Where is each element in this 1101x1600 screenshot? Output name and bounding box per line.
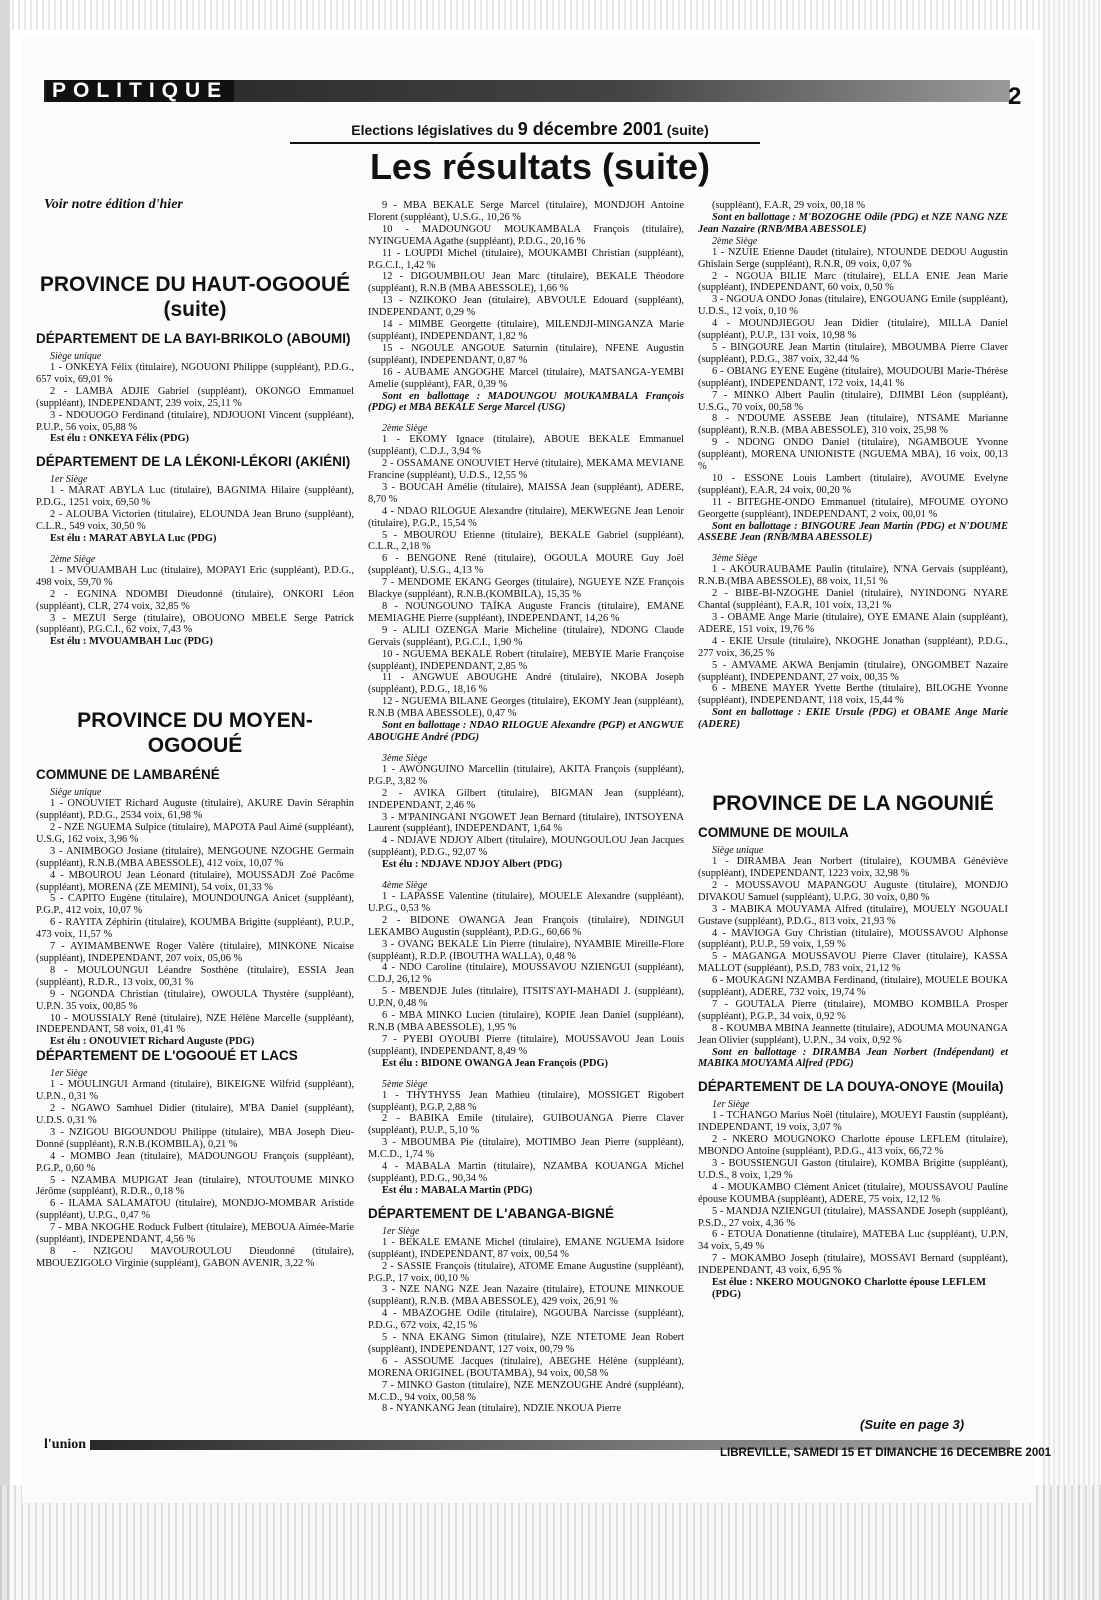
- candidate-entry: 7 - MENDOME EKANG Georges (titulaire), NGUEYE NZE François Blackye (suppléant), R.N.B.(KOMBILA), 15,35 %: [368, 577, 684, 601]
- candidate-entry: 5 - MBOUROU Etienne (titulaire), BEKALE Gabriel (suppléant), C.L.R., 2,18 %: [368, 529, 684, 553]
- seat-label: 1er Siège: [50, 1068, 88, 1080]
- candidate-entry: 3 - OVANG BEKALE Lin Pierre (titulaire), NYAMBIE Mireille-Flore (suppléant), R.D.P. (IBOUTHA WALLA), 0,48 %: [368, 938, 684, 962]
- candidate-entry: 10 - NGUEMA BEKALE Robert (titulaire), MEBYIE Marie Françoise (suppléant), INDEPENDANT, 2,85 %: [368, 648, 684, 672]
- candidate-entry: 4 - MBAZOGHE Odile (titulaire), NGOUBA Narcisse (suppléant), P.D.G., 672 voix, 42,15 %: [368, 1308, 684, 1332]
- seat-label: 4ème Siège: [382, 880, 428, 892]
- candidate-entry: 3 - BOUCAH Amélie (titulaire), MAISSA Jean (suppléant), ADERE, 8,70 %: [368, 481, 684, 505]
- candidate-entry: 7 - MBA NKOGHE Roduck Fulbert (titulaire), MEBOUA Aimée-Marie (suppléant), INDEPENDANT, 4,56 %: [36, 1222, 354, 1246]
- candidate-entry: 5 - MBENDJE Jules (titulaire), ITSITS'AYI-MAHADI J. (suppléant), U.P.N, 0,48 %: [368, 986, 684, 1010]
- candidate-entry: 1 - BEKALE EMANE Michel (titulaire), EMANE NGUEMA Isidore (suppléant), INDEPENDANT, 87 voix, 00,54 %: [368, 1236, 684, 1260]
- spacer: [698, 544, 1008, 553]
- footer-dateline: LIBREVILLE, SAMEDI 15 ET DIMANCHE 16 DECEMBRE 2001: [720, 1447, 1052, 1459]
- candidate-entry: 3 - NDOUOGO Ferdinand (titulaire), NDJOUONI Vincent (suppléant), P.U.P., 56 voix, 05,88 %: [36, 409, 354, 433]
- seat-label: 5ème Siège: [382, 1078, 428, 1090]
- seat-label: 3ème Siège: [712, 553, 758, 565]
- candidate-entry: 2 - LAMBA ADJIE Gabriel (suppléant), OKONGO Emmanuel (suppléant), INDEPENDANT, 239 voix, 25,11 %: [36, 385, 354, 409]
- candidate-entry: 4 - NDO Caroline (titulaire), MOUSSAVOU NZIENGUI (suppléant), C.D.J, 26,12 %: [368, 962, 684, 986]
- spacer: [698, 816, 1008, 825]
- candidate-entry: 3 - ANIMBOGO Josiane (titulaire), MENGOUNE NZOGHE Germain (suppléant), R.N.B.(MBA ABESSOLE), 412 voix, 10,07 %: [36, 845, 354, 869]
- candidate-entry: 7 - MINKO Albert Paulin (titulaire), DJIMBI Léon (suppléant), U.S.G., 70 voix, 00,58 %: [698, 389, 1008, 413]
- candidate-entry: 14 - MIMBE Georgette (titulaire), MILENDJI-MINGANZA Marie (suppléant), INDEPENDANT, 1,82 %: [368, 319, 684, 342]
- column-right: [698, 200, 1008, 1301]
- candidate-entry: 8 - NOUNGOUNO TAÏKA Auguste Francis (titulaire), EMANE MEMIAGHE Pierre (suppléant), INDEPENDANT, 14,26 %: [368, 601, 684, 624]
- candidate-entry: 6 - ILAMA SALAMATOU (titulaire), MONDJO-MOMBAR Aristide (suppléant), U.P.G., 0,47 %: [36, 1198, 354, 1222]
- candidate-entry: 6 - MBENE MAYER Yvette Berthe (titulaire), BILOGHE Yvonne (suppléant), INDEPENDANT, 118 voix, 15,44 %: [698, 683, 1008, 707]
- spacer: [36, 545, 354, 554]
- candidate-entry: 3 - MBOUMBA Pie (titulaire), MOTIMBO Jean Pierre (suppléant), M.C.D., 1,74 %: [368, 1137, 684, 1161]
- candidate-entry: 9 - MBA BEKALE Serge Marcel (titulaire), MONDJOH Antoine Florent (suppléant), U.S.G., 10,26 %: [368, 200, 684, 223]
- candidate-entry: 7 - AYIMAMBENWE Roger Valère (titulaire), MINKONE Nicaise (suppléant), INDEPENDANT, 207 voix, 05,06 %: [36, 941, 354, 964]
- department-heading: DÉPARTEMENT DE L'OGOOUÉ ET LACS: [36, 1048, 298, 1064]
- elected-line: Est élu : MVOUAMBAH Luc (PDG): [50, 636, 213, 648]
- surtitle-part: (suite): [662, 122, 709, 138]
- candidate-entry: 3 - BOUSSIENGUI Gaston (titulaire), KOMBA Brigitte (suppléant), U.D.S., 8 voix, 1,29 %: [698, 1158, 1008, 1181]
- department-heading: DÉPARTEMENT DE LA DOUYA-ONOYE (Mouila): [698, 1079, 1004, 1095]
- department-heading: COMMUNE DE MOUILA: [698, 825, 849, 841]
- candidate-entry: 1 - LAPASSE Valentine (titulaire), MOUELE Alexandre (suppléant), U.P.G., 0,53 %: [368, 891, 684, 914]
- headline: Les résultats (suite): [369, 146, 711, 187]
- candidate-entry: 1 - AKOURAUBAME Paulin (titulaire), N'NA Gervais (suppléant), R.N.B.(MBA ABESSOLE), 88 voix, 11,51 %: [698, 564, 1008, 588]
- candidate-entry: 2 - SASSIE François (titulaire), ATOME Emane Augustine (suppléant), P.G.P., 17 voix, 00,10 %: [368, 1260, 684, 1284]
- candidate-entry: 2 - NZE NGUEMA Sulpice (titulaire), MAPOTA Paul Aimé (suppléant), U.S.G, 162 voix, 3,96 %: [36, 822, 354, 845]
- seat-label: Siège unique: [712, 845, 764, 857]
- candidate-entry: 6 - ETOUA Donatienne (titulaire), MATEBA Luc (suppléant), U.P.N, 34 voix, 5,49 %: [698, 1229, 1008, 1253]
- runoff-line: Sont en ballottage : MADOUNGOU MOUKAMBALA François (PDG) et MBA BEKALE Serge Marcel (USG): [368, 390, 684, 414]
- candidate-entry: 1 - ONKEYA Félix (titulaire), NGOUONI Philippe (suppléant), P.D.G., 657 voix, 69,01 %: [36, 362, 354, 385]
- candidate-entry: 5 - MAGANGA MOUSSAVOU Pierre Claver (titulaire), KASSA MALLOT (suppléant), P.S.D, 783 voix, 21,12 %: [698, 951, 1008, 975]
- candidate-entry: 9 - ALILI OZENGA Marie Micheline (titulaire), NDONG Claude Gervais (suppléant), P.G.C.I., 1,90 %: [368, 624, 684, 648]
- candidate-entry: 4 - MOUKAMBO Clément Anicet (titulaire), MOUSSAVOU Pauline épouse KOUMBA (suppléant), ADERE, 75 voix, 12,12 %: [698, 1181, 1008, 1205]
- spacer: [36, 322, 354, 331]
- spacer: [36, 445, 354, 454]
- seat-label: 2ème Siège: [712, 235, 758, 247]
- candidate-entry: 8 - NYANKANG Jean (titulaire), NDZIE NKOUA Pierre: [382, 1403, 621, 1415]
- spacer: [368, 1197, 684, 1206]
- seat-label: 3ème Siège: [382, 752, 428, 764]
- candidate-entry: 5 - AMVAME AKWA Benjamin (titulaire), ONGOMBET Nazaire (suppléant), INDEPENDANT, 27 voix, 00,35 %: [698, 659, 1008, 683]
- surtitle-date: 9 décembre 2001: [517, 119, 663, 139]
- candidate-entry: 4 - NDAO RILOGUE Alexandre (titulaire), MEKWEGNE Jean Lenoir (titulaire), P.G.P., 15,54 %: [368, 505, 684, 529]
- candidate-entry: 3 - MABIKA MOUYAMA Alfred (titulaire), MOUELY NGOUALI Gustave (suppléant), P.D.G., 813 voix, 21,93 %: [698, 903, 1008, 927]
- candidate-entry: 2 - NGAWO Samhuel Didier (titulaire), M'BA Daniel (suppléant), U.D.S. 0,31 %: [36, 1103, 354, 1126]
- candidate-entry: 1 - MOULINGUI Armand (titulaire), BIKEIGNE Wilfrid (suppléant), U.P.N., 0,31 %: [36, 1079, 354, 1103]
- department-heading: DÉPARTEMENT DE LA LÉKONI-LÉKORI (AKIÉNI): [36, 454, 351, 470]
- runoff-line: Sont en ballottage : BINGOURE Jean Martin (PDG) et N'DOUME ASSEBE Jean (RNB/MBA ABESSOLE): [698, 520, 1008, 544]
- candidate-entry: 2 - MOUSSAVOU MAPANGOU Auguste (titulaire), MONDJO DIVAKOU Samuel (suppléant), U.P.G. 30 voix, 0,80 %: [698, 879, 1008, 903]
- candidate-entry: 1 - NZUIE Etienne Daudet (titulaire), NTOUNDE DEDOU Augustin Ghislain Serge (suppléant), R.N.R, 09 voix, 0,07 %: [698, 246, 1008, 270]
- seat-label: 1er Siège: [50, 474, 88, 486]
- candidate-entry: 16 - AUBAME ANGOGHE Marcel (titulaire), MATSANGA-YEMBI Amelie (suppléant), FAR, 0,39 %: [368, 366, 684, 390]
- candidate-entry: 12 - DIGOUMBILOU Jean Marc (titulaire), BEKALE Théodore (suppléant), R.N.B (MBA ABESSOLE), 1,66 %: [368, 271, 684, 295]
- department-heading: DÉPARTEMENT DE L'ABANGA-BIGNÉ: [368, 1205, 614, 1221]
- candidate-entry: 3 - OBAME Ange Marie (titulaire), OYE EMANE Alain (suppléant), ADERE, 151 voix, 19,76 %: [698, 612, 1008, 635]
- spacer: [36, 758, 354, 767]
- elected-line: Est élu : MARAT ABYLA Luc (PDG): [50, 532, 217, 544]
- elected-line: Est élu : ONKEYA Félix (PDG): [50, 433, 190, 445]
- candidate-entry: 15 - NGOULE ANGOUE Saturnin (titulaire), NFENE Augustin (suppléant), INDEPENDANT, 0,87 %: [368, 342, 684, 366]
- editorial-note: Voir notre édition d'hier: [44, 197, 183, 212]
- candidate-entry: 4 - MOMBO Jean (titulaire), MADOUNGOU François (suppléant), P.G.P., 0,60 %: [36, 1150, 354, 1174]
- candidate-entry: 6 - MBA MINKO Lucien (titulaire), KOPIE Jean Daniel (suppléant), R.N.B (MBA ABESSOLE), 1,95 %: [368, 1010, 684, 1033]
- province-heading: PROVINCE DU MOYEN-OGOOUÉ: [77, 709, 313, 758]
- candidate-entry: 1 - DIRAMBA Jean Norbert (titulaire), KOUMBA Généviève (suppléant), INDEPENDANT, 1223 voix, 32,98 %: [698, 856, 1008, 879]
- candidate-entry: 10 - ESSONE Louis Lambert (titulaire), AVOUME Evelyne (suppléant), F.A.R, 24 voix, 00,20 %: [698, 472, 1008, 496]
- candidate-entry: 2 - NKERO MOUGNOKO Charlotte épouse LEFLEM (titulaire), MBONDO Antoine (suppléant), P.D.G., 413 voix, 66,72 %: [698, 1134, 1008, 1158]
- spacer: [36, 648, 354, 708]
- candidate-entry: 1 - MARAT ABYLA Luc (titulaire), BAGNIMA Hilaire (suppléant), P.D.G., 1251 voix, 69,50 %: [36, 485, 354, 509]
- column-middle: [368, 200, 684, 1415]
- candidate-entry: 11 - ANGWUE ABOUGHE André (titulaire), NKOBA Joseph (suppléant), P.D.G., 18,16 %: [368, 672, 684, 696]
- candidate-entry: 6 - BENGONE René (titulaire), OGOULA MOURE Guy Joël (suppléant), U.S.G., 4,13 %: [368, 553, 684, 577]
- candidate-entry: 13 - NZIKOKO Jean (titulaire), ABVOULE Edouard (suppléant), INDEPENDANT, 0,29 %: [368, 295, 684, 319]
- candidate-entry: 1 - AWONGUINO Marcellin (titulaire), AKITA François (suppléant), P.G.P., 3,82 %: [368, 763, 684, 787]
- candidate-entry: 5 - NZAMBA MUPIGAT Jean (titulaire), NTOUTOUME MINKO Jérôme (suppléant), R.D.R., 0,18 %: [36, 1174, 354, 1198]
- province-heading: PROVINCE DU HAUT-OGOOUÉ (suite): [39, 273, 351, 321]
- candidate-entry: 6 - RAYITA Zéphirin (titulaire), KOUMBA Brigitte (suppléant), P.U.P., 473 voix, 11,57 %: [36, 917, 354, 941]
- candidate-entry: 4 - NDJAVE NDJOY Albert (titulaire), MOUNGOULOU Jean Jacques (suppléant), P.D.G., 92,07 %: [368, 835, 684, 859]
- section-rubric-bar: [44, 80, 1010, 102]
- page-number: 2: [1008, 83, 1022, 110]
- candidate-entry: 4 - MAVIOGA Guy Christian (titulaire), MOUSSAVOU Alphonse (suppléant), P.U.P., 59 voix, 1,59 %: [698, 927, 1008, 951]
- candidate-entry: 2 - NGOUA BILIE Marc (titulaire), ELLA ENIE Jean Marie (suppléant), INDEPENDANT, 60 voix, 0,50 %: [698, 270, 1008, 294]
- seat-label: 1er Siège: [382, 1225, 420, 1237]
- candidate-entry: 5 - CAPITO Eugène (titulaire), MOUNDOUNGA Anicet (suppléant), P.G.P., 412 voix, 10,07 %: [36, 893, 354, 917]
- candidate-entry: 2 - OSSAMANE ONOUVIET Hervé (titulaire), MEKAMA MEVIANE Francine (suppléant), U.D.S., 12,55 %: [368, 458, 684, 482]
- candidate-entry: 1 - MVOUAMBAH Luc (titulaire), MOPAYI Eric (suppléant), P.D.G., 498 voix, 59,70 %: [36, 564, 354, 588]
- candidate-entry: 5 - NNA EKANG Simon (titulaire), NZE NTETOME Jean Robert (suppléant), INDEPENDANT, 127 voix, 00,79 %: [368, 1332, 684, 1355]
- elected-line: Est élu : NDJAVE NDJOY Albert (PDG): [382, 859, 563, 871]
- candidate-entry: 4 - MOUNDJIEGOU Jean Didier (titulaire), MILLA Daniel (suppléant), P.U.P., 131 voix, 10,98 %: [698, 318, 1008, 342]
- department-heading: COMMUNE DE LAMBARÉNÉ: [36, 767, 220, 783]
- runoff-line: Sont en ballottage : M'BOZOGHE Odile (PDG) et NZE NANG NZE Jean Nazaire (RNB/MBA ABESSOLE): [698, 211, 1008, 235]
- candidate-entry: 6 - ASSOUME Jacques (titulaire), ABEGHE Hélène (suppléant), MORENA ORIGINEL (BOUTAMBA), 94 voix, 00,58 %: [368, 1355, 684, 1379]
- runoff-line: Sont en ballottage : NDAO RILOGUE Alexandre (PGP) et ANGWUE ABOUGHE André (PDG): [368, 720, 684, 743]
- candidate-entry: 9 - NGONDA Christian (titulaire), OWOULA Thystère (suppléant), U.P.N. 35 voix, 00,85 %: [36, 988, 354, 1012]
- candidate-entry: 10 - MADOUNGOU MOUKAMBALA François (titulaire), NYINGUEMA Agathe (suppléant), P.D.G., 20,16 %: [368, 223, 684, 247]
- newspaper-logo: l'union: [44, 1437, 90, 1453]
- spacer: [698, 1070, 1008, 1079]
- candidate-entry: 6 - MOUKAGNI NZAMBA Ferdinand, (titulaire), MOUELE BOUKA (suppléant), ADERE, 732 voix, 19,74 %: [698, 975, 1008, 999]
- spacer: [368, 871, 684, 880]
- candidate-entry: 1 - ONOUVIET Richard Auguste (titulaire), AKURE Davin Séraphin (suppléant), P.D.G., 2534 voix, 61,98 %: [36, 798, 354, 822]
- runoff-line: Sont en ballottage : EKIE Ursule (PDG) et OBAME Ange Marie (ADERE): [698, 707, 1008, 731]
- candidate-entry: 5 - BINGOURE Jean Martin (titulaire), MBOUMBA Pierre Claver (suppléant), P.D.G., 387 voix, 32,44 %: [698, 341, 1008, 365]
- spacer: [368, 414, 684, 423]
- candidate-entry: 10 - MOUSSIALY René (titulaire), NZE Hélène Marcelle (suppléant), INDEPENDANT, 58 voix, 01,41 %: [36, 1012, 354, 1036]
- candidate-entry: 4 - MABALA Martin (titulaire), NZAMBA KOUANGA Michel (suppléant), P.D.G., 90,34 %: [368, 1161, 684, 1184]
- candidate-entry: 7 - MINKO Gaston (titulaire), NZE MENZOUGHE André (suppléant), M.C.D., 94 voix, 00,58 %: [368, 1379, 684, 1403]
- candidate-entry: 12 - NGUEMA BILANE Georges (titulaire), EKOMY Jean (suppléant), R.N.B (MBA ABESSOLE), 0,47 %: [368, 696, 684, 720]
- spacer: [368, 744, 684, 753]
- scan-edge-top: [0, 0, 1101, 30]
- elected-line: Est élu : MABALA Martin (PDG): [382, 1184, 533, 1196]
- spacer: [368, 1070, 684, 1079]
- elected-line: Est élu : BIDONE OWANGA Jean François (PDG): [382, 1057, 608, 1069]
- runoff-line: Sont en ballottage : DIRAMBA Jean Norbert (Indépendant) et MABIKA MOUYAMA Alfred (PDG): [698, 1046, 1008, 1070]
- candidate-entry: 2 - BABIKA Emile (titulaire), GUIBOUANGA Pierre Claver (suppléant), P.U.P., 5,10 %: [368, 1113, 684, 1137]
- scan-edge-left: [0, 0, 10, 1600]
- candidate-entry: 7 - PYEBI OYOUBI Pierre (titulaire), MOUSSAVOU Jean Louis (suppléant), INDEPENDANT, 8,49 %: [368, 1033, 684, 1057]
- candidate-entry: 6 - OBIANG EYENE Eugène (titulaire), MOUDOUBI Marie-Thérèse (suppléant), INDEPENDANT, 172 voix, 14,41 %: [698, 365, 1008, 389]
- candidate-entry: 1 - THYTHYSS Jean Mathieu (titulaire), MOSSIGET Rigobert (suppléant), P.G.P, 2,88 %: [368, 1089, 684, 1113]
- candidate-entry: 3 - MEZUI Serge (titulaire), OBOUONO MBELE Serge Patrick (suppléant), P.G.C.I., 62 voix, 7,43 %: [36, 612, 354, 636]
- seat-label: 2ème Siège: [50, 553, 96, 565]
- candidate-entry: 2 - AVIKA Gilbert (titulaire), BIGMAN Jean (suppléant), INDEPENDANT, 2,46 %: [368, 787, 684, 811]
- elected-line: Est élu : ONOUVIET Richard Auguste (PDG): [50, 1036, 255, 1048]
- candidate-entry: 3 - NZIGOU BIGOUNDOU Philippe (titulaire), MBA Joseph Dieu-Donné (suppléant), R.N.B.(KOMBILA), 0,21 %: [36, 1126, 354, 1150]
- province-heading: PROVINCE DE LA NGOUNIÉ: [712, 792, 994, 816]
- candidate-entry: 1 - TCHANGO Marius Noël (titulaire), MOUEYI Faustin (suppléant), INDEPENDANT, 19 voix, 3,07 %: [698, 1110, 1008, 1134]
- candidate-entry: 7 - MOKAMBO Joseph (titulaire), MOSSAVI Bernard (suppléant), INDEPENDANT, 43 voix, 6,95 %: [698, 1253, 1008, 1277]
- candidate-entry: 3 - M'PANINGANI N'GOWET Jean Bernard (titulaire), INTSOYENA Laurent (suppléant), INDEPENDANT, 1,64 %: [368, 811, 684, 835]
- candidate-entry: 8 - KOUMBA MBINA Jeannette (titulaire), ADOUMA MOUNANGA Jean Olivier (suppléant), U.P.N., 34 voix, 0,92 %: [698, 1022, 1008, 1046]
- candidate-entry: 1 - EKOMY Ignace (titulaire), ABOUE BEKALE Emmanuel (suppléant), C.D.J., 3,94 %: [368, 434, 684, 458]
- spacer: [698, 731, 1008, 791]
- section-rubric: POLITIQUE: [46, 80, 234, 102]
- candidate-entry: 5 - MANDJA NZIENGUI (titulaire), MASSANDE Joseph (suppléant), P.S.D., 27 voix, 4,36 %: [698, 1205, 1008, 1229]
- continued-note: (Suite en page 3): [860, 1417, 965, 1432]
- column-left: [36, 272, 354, 1270]
- candidate-entry: 8 - MOULOUNGUI Léandre Sosthène (titulaire), ESSIA Jean (suppléant), R.D.R., 13 voix, 00,31 %: [36, 964, 354, 988]
- scan-edge-right: [1043, 0, 1101, 1600]
- surtitle: [300, 119, 760, 140]
- candidate-entry: 2 - ALOUBA Victorien (titulaire), ELOUNDA Jean Bruno (suppléant), C.L.R., 549 voix, 30,50 %: [36, 509, 354, 533]
- candidate-entry: 11 - LOUPDI Michel (titulaire), MOUKAMBI Christian (suppléant), P.G.C.I., 1,42 %: [368, 247, 684, 271]
- candidate-entry: 11 - BITEGHE-ONDO Emmanuel (titulaire), MFOUME OYONO Georgette (suppléant), INDEPENDANT, 2 voix, 00,01 %: [698, 496, 1008, 520]
- candidate-entry: 2 - BIBE-BI-NZOGHE Daniel (titulaire), NYINDONG NYARE Chantal (suppléant), F.A.R, 101 voix, 13,21 %: [698, 588, 1008, 612]
- seat-label: Siège unique: [50, 351, 102, 362]
- surtitle-part: Elections législatives du: [351, 122, 518, 138]
- candidate-entry: (suppléant), F.A.R, 29 voix, 00,18 %: [712, 200, 865, 211]
- candidate-entry: 3 - NZE NANG NZE Jean Nazaire (titulaire), ETOUNE MINKOUE (suppléant), R.N.B. (MBA ABESSOLE), 429 voix, 26,91 %: [368, 1284, 684, 1308]
- candidate-entry: 4 - EKIE Ursule (titulaire), NKOGHE Jonathan (suppléant), P.D.G., 277 voix, 36,25 %: [698, 635, 1008, 659]
- department-heading: DÉPARTEMENT DE LA BAYI-BRIKOLO (ABOUMI): [36, 331, 351, 346]
- seat-label: 1er Siège: [712, 1099, 750, 1111]
- seat-label: 2ème Siège: [382, 423, 428, 435]
- candidate-entry: 7 - GOUTALA Pierre (titulaire), MOMBO KOMBILA Prosper (suppléant), P.G.P., 34 voix, 0,92 %: [698, 998, 1008, 1022]
- candidate-entry: 4 - MBOUROU Jean Léonard (titulaire), MOUSSADJI Zoé Pacôme (suppléant), MORENA (ZE MEMINI), 54 voix, 01,33 %: [36, 869, 354, 893]
- candidate-entry: 8 - N'DOUME ASSEBE Jean (titulaire), NTSAME Marianne (suppléant), R.N.B. (MBA ABESSOLE), 310 voix, 25,98 %: [698, 413, 1008, 437]
- candidate-entry: 3 - NGOUA ONDO Jonas (titulaire), ENGOUANG Emile (suppléant), U.D.S., 12 voix, 0,10 %: [698, 294, 1008, 318]
- elected-line: Est élue : NKERO MOUGNOKO Charlotte épouse LEFLEM (PDG): [712, 1277, 986, 1300]
- candidate-entry: 9 - NDONG ONDO Daniel (titulaire), NGAMBOUE Yvonne (suppléant), MORENA UNIONISTE (NGUEMA MBA), 16 voix, 00,13 %: [698, 437, 1008, 473]
- candidate-entry: 2 - EGNINA NDOMBI Dieudonné (titulaire), ONKORI Léon (suppléant), CLR, 274 voix, 32,85 %: [36, 588, 354, 612]
- seat-label: Siège unique: [50, 787, 102, 799]
- candidate-entry: 8 - NZIGOU MAVOUROULOU Dieudonné (titulaire), MBOUEZIGOLO Virginie (suppléant), GABON AVENIR, 3,22 %: [36, 1245, 354, 1269]
- candidate-entry: 2 - BIDONE OWANGA Jean François (titulaire), NDINGUI LEKAMBO Augustin (suppléant), P.D.G., 60,66 %: [368, 914, 684, 938]
- surtitle-rule: [290, 142, 760, 144]
